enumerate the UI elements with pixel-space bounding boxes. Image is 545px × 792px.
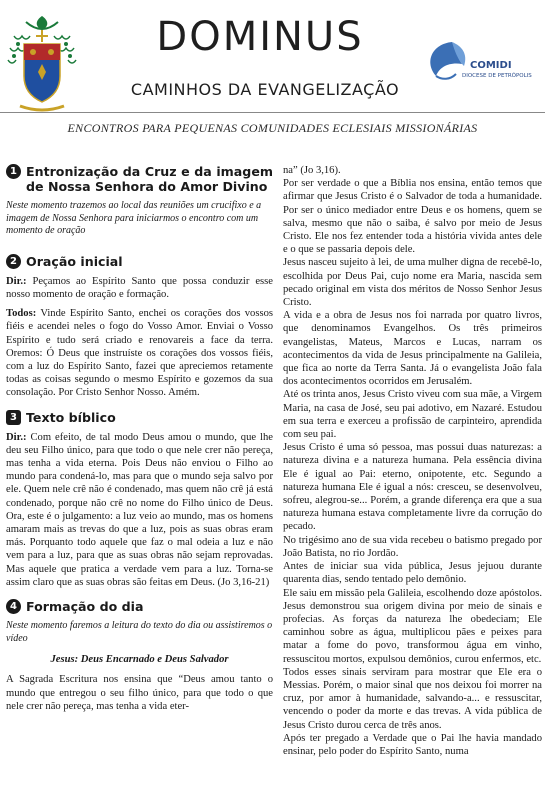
speaker-label: Dir.: bbox=[6, 431, 27, 443]
section-number-badge: 3 bbox=[6, 410, 21, 425]
section-number-badge: 4 bbox=[6, 599, 21, 614]
paragraph-text: A vida e a obra de Jesus nos foi narrada por quatro livros, que denominamos Evangelhos. Os três primeiros evangelistas, Mateus, Marcos e Lucas, narram os acontecimentos da vida de Jesus principalmente na Galileia, que fica ao norte da Terra Santa. Já o evangelista João fala dos acontecimentos ocorridos em Jerusalém. bbox=[283, 310, 542, 388]
paragraph-text: Até os trinta anos, Jesus Cristo viveu com sua mãe, a Virgem Maria, na casa de José, seu pai adotivo, em Nazaré. Estudou em sua terra e exerceu a profissão de carpinteiro, aprendida com seu pai. bbox=[283, 389, 542, 441]
section-intro: Neste momento trazemos ao local das reuniões um crucifixo e a imagem de Nossa Senhora para iniciarmos o encontro com um momento de oração bbox=[6, 200, 262, 237]
section-number-badge: 2 bbox=[6, 254, 21, 269]
paragraph-text: Vinde Espírito Santo, enchei os corações dos vossos fiéis e acendei neles o fogo do Vosso Amor. Enviai o Vosso Espírito e tudo será criado e renovareis a face da terra. Oremos: Ó Deus que instruíste os corações dos vossos fiéis, com a luz do Espírito Santo, fazei que apreciemos retamente todas as coisas segundo o mesmo Espírito e gozemos da sua consolação. Por Cristo Senhor Nosso. Amém. bbox=[6, 308, 273, 399]
paragraph-text: Após ter pregado a Verdade que o Pai lhe havia mandado ensinar, pelo poder do Espírito Santo, numa bbox=[283, 732, 542, 757]
episcopal-crest-icon bbox=[6, 14, 78, 114]
paragraph-todos bbox=[6, 307, 273, 399]
paragraph-text: Antes de iniciar sua vida pública, Jesus jejuou durante quarenta dias, sendo tentado pelo demônio. bbox=[283, 561, 542, 586]
paragraph-dir bbox=[6, 275, 273, 301]
paragraph-text: A Sagrada Escritura nos ensina que “Deus amou tanto o mundo que entregou o seu filho único, para que todo o que nele crer não pereça, mas tenha a vida eter- bbox=[6, 674, 273, 712]
comidi-logo-text: COMIDI bbox=[470, 60, 512, 71]
page-header bbox=[0, 0, 545, 135]
section-heading bbox=[6, 410, 273, 425]
paragraph-text: Por ser verdade o que a Bíblia nos ensina, então temos que afirmar que Jesus Cristo é o Salvador de toda a humanidade. Por ser o único mediador entre Deus e os homens, quem se salva, mesmo que não o saiba, é salvo por meio de Jesus Cristo. Ele nos fez entender toda a história vivida antes dele e o que se passaria depois dele. bbox=[283, 178, 542, 256]
paragraph-text: Jesus Cristo é uma só pessoa, mas possui duas naturezas: a natureza divina e a natureza humana. Pela essência divina Ele é igual ao Pai: eterno, onipotente, etc. Segundo a natureza humana Ele é igual a nós: cresceu, se desenvolveu, sofreu, alegrou-se... Porém, a grande diferença era que a sua natureza humana estava completamente livre da corrução do pecado. bbox=[283, 442, 542, 533]
section-title: Texto bíblico bbox=[26, 409, 116, 425]
section-heading bbox=[6, 254, 273, 269]
publication-tagline: ENCONTROS PARA PEQUENAS COMUNIDADES ECLESIAIS MISSIONÁRIAS bbox=[67, 121, 478, 135]
header-divider bbox=[0, 112, 545, 113]
section-number-badge: 1 bbox=[6, 164, 21, 179]
comidi-logo-subtext: DIOCESE DE PETRÓPOLIS bbox=[462, 73, 532, 79]
paragraph-text: Todos esses sinais serviram para mostrar que Ele era o Messias. Porém, o maior sinal que nos deixou foi morrer na cruz, por amor à humanidade, salvando-a... e ressuscitar, vencendo o poder da morte e das trevas. A vida pública de Jesus Cristo durou cerca de três anos. bbox=[283, 666, 542, 731]
section-heading bbox=[6, 599, 273, 614]
paragraph-text: No trigésimo ano de sua vida recebeu o batismo pregado por João Batista, no rio Jordão. bbox=[283, 534, 542, 559]
right-column bbox=[283, 164, 542, 758]
speaker-label: Todos: bbox=[6, 308, 37, 320]
publication-title: DOMINUS bbox=[156, 14, 364, 60]
section-heading bbox=[6, 164, 273, 194]
reading-title: Jesus: Deus Encarnado e Deus Salvador bbox=[50, 654, 229, 666]
paragraph-text: Com efeito, de tal modo Deus amou o mundo, que lhe deu seu Filho único, para que todo o que nele crer não pereça, mas tenha a vida eterna. Pois Deus não enviou o Filho ao mundo para condená-lo, mas para que o mundo seja salvo por ele. Quem nele crê não é condenado, mas quem não crê já está condenado, porque não crê no nome do Filho único de Deus. Ora, este é o julgamento: a luz veio ao mundo, mas os homens amaram mais as trevas do que a luz, pois as suas obras eram más. Porquanto todo aquele que faz o mal odeia a luz e não vem para a luz, para que as suas obras não sejam reprovadas. Mas aquele que pratica a verdade vem para a luz. Torna-se assim claro que as suas obras são feitas em Deus. (Jo 3,16-21) bbox=[6, 431, 273, 588]
paragraph-text: Ele saiu em missão pela Galileia, escolhendo doze apóstolos. Jesus demonstrou sua origem divina por meio de sinais e profecias. As forças da natureza lhe obedeciam; Ele caminhou sobre as água, multiplicou pães e peixes para matar a fome do povo, transformou água em vinho, ressuscitou mortos, expulsou demônios, curou enfermos, etc. bbox=[283, 587, 542, 665]
section-intro: Neste momento faremos a leitura do texto do dia ou assistiremos o vídeo bbox=[6, 620, 273, 644]
paragraph-text: Jesus nasceu sujeito à lei, de uma mulher digna de recebê-lo, escolhida por Deus Pai, cujo nome era Maria, nascida sem pecado original em vista dos méritos de Nosso Senhor Jesus Cristo. bbox=[283, 257, 542, 309]
section-title: Oração inicial bbox=[26, 253, 123, 269]
speaker-label: Dir.: bbox=[6, 275, 27, 287]
section-title: Formação do dia bbox=[26, 599, 144, 615]
paragraph-text: na” (Jo 3,16). bbox=[283, 165, 341, 176]
section-title: Entronização da Cruz e da imagem de Nossa Senhora do Amor Divino bbox=[26, 164, 273, 194]
publication-subtitle: CAMINHOS DA EVANGELIZAÇÃO bbox=[130, 80, 400, 99]
left-column bbox=[6, 164, 273, 713]
paragraph-dir bbox=[6, 431, 273, 589]
paragraph-text: Peçamos ao Espírito Santo que possa conduzir esse nosso momento de oração e formação. bbox=[6, 275, 273, 300]
